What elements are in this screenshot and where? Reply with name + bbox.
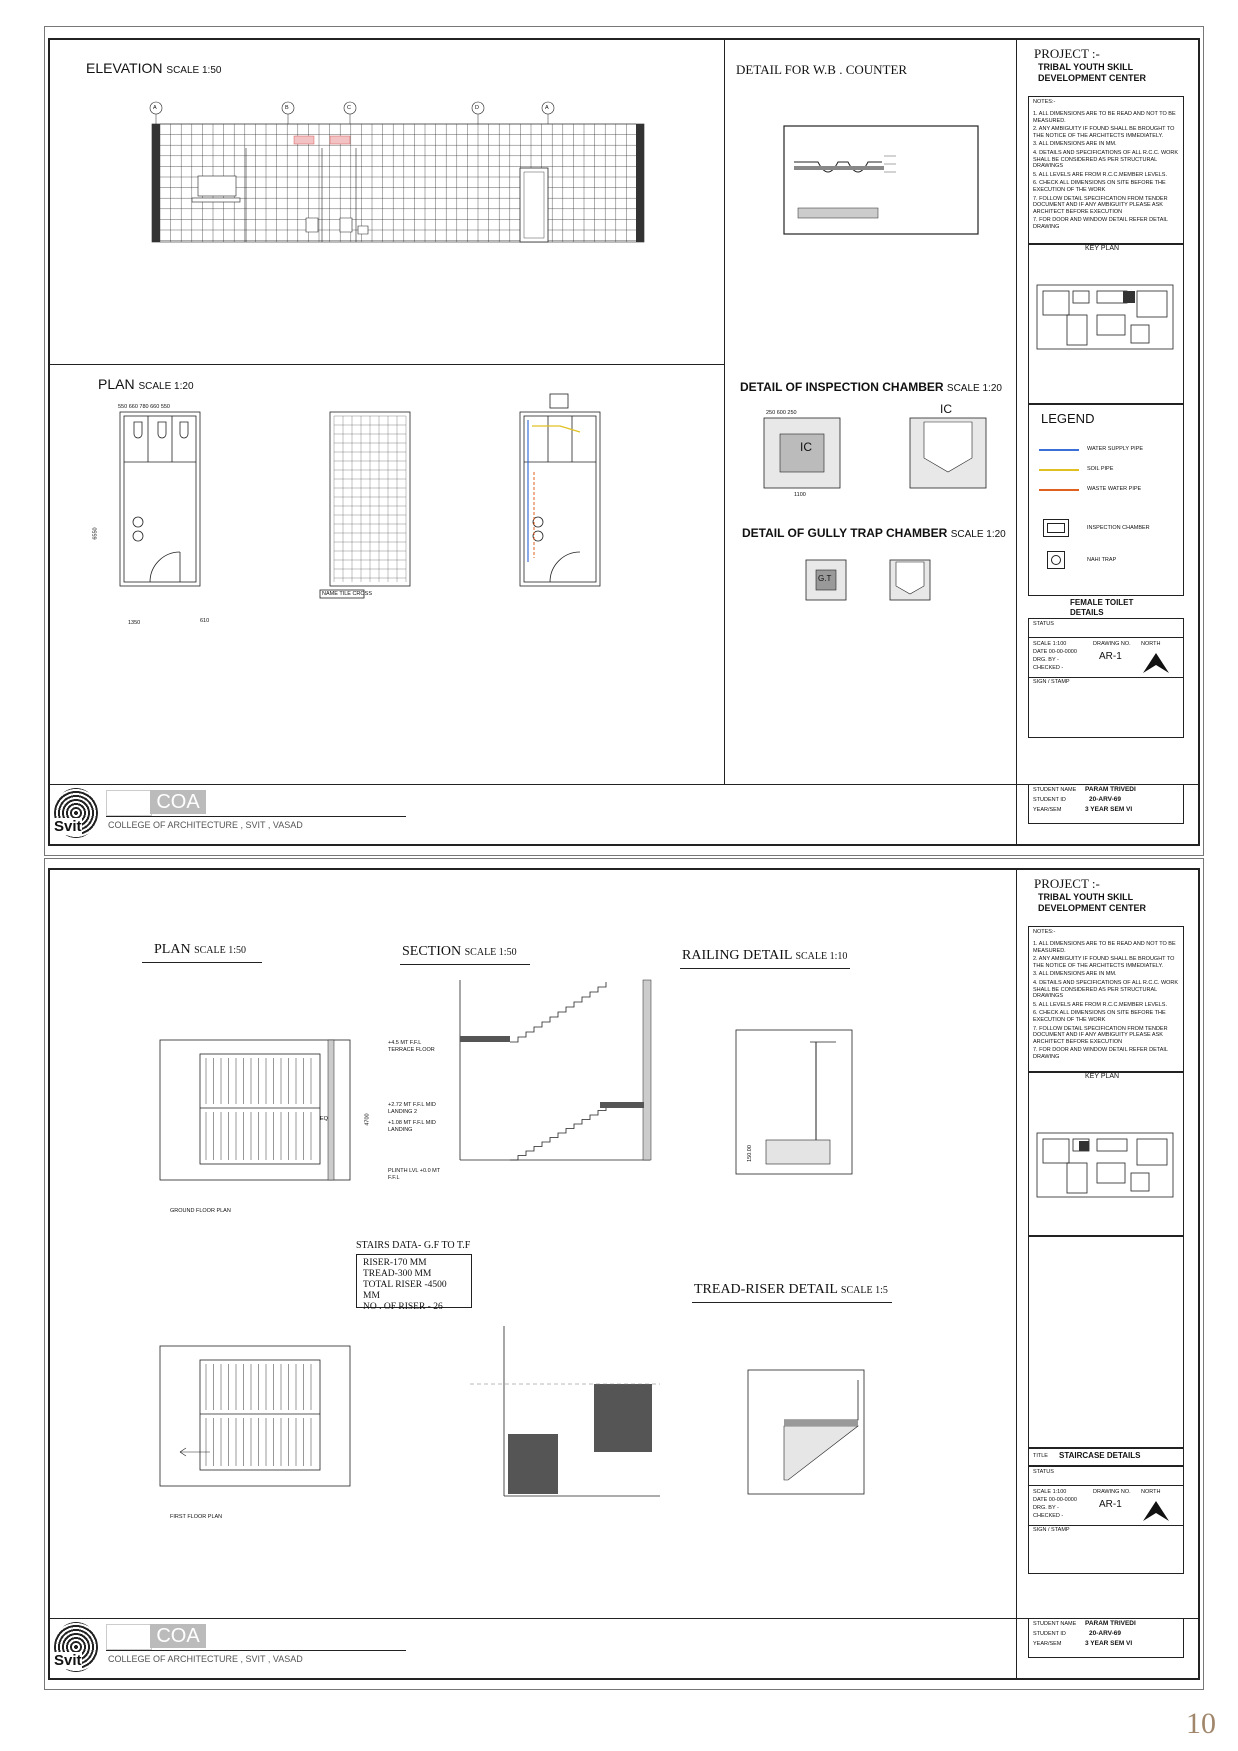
student-name-label: STUDENT NAME	[1033, 1621, 1077, 1627]
stairs-data-box	[356, 1254, 472, 1312]
student-id: 20-ARV-69	[1089, 1630, 1122, 1637]
stairs-data-line: NO . OF RISER - 26	[363, 1302, 443, 1312]
gt-label: G.T	[818, 574, 832, 583]
legend-title: LEGEND	[1041, 411, 1095, 426]
sheet-title-1: FEMALE TOILET	[1070, 598, 1134, 607]
year: 3 YEAR SEM VI	[1085, 806, 1133, 813]
year: 3 YEAR SEM VI	[1085, 1640, 1133, 1647]
page-number: 10	[1186, 1707, 1216, 1740]
key-plan-label: KEY PLAN	[1085, 1073, 1120, 1080]
checked-label: CHECKED -	[1033, 1513, 1064, 1519]
note: 7. FOR DOOR AND WINDOW DETAIL REFER DETAIL DRAWING	[1033, 1047, 1168, 1060]
gully-title-text: DETAIL OF GULLY TRAP CHAMBER	[742, 526, 948, 540]
divider	[1029, 637, 1183, 638]
notes-box	[1028, 926, 1184, 1072]
level-label: +4.5 MT F.F.L TERRACE FLOOR	[388, 1040, 435, 1053]
gully-scale: SCALE 1:20	[950, 529, 1006, 540]
ic-label: IC	[940, 402, 952, 416]
drg-by-label: DRG. BY -	[1033, 657, 1059, 663]
notes-list	[1033, 111, 1179, 233]
inspection-drawing	[764, 418, 994, 498]
stair-plan-scale: SCALE 1:50	[194, 945, 247, 956]
eq-label: EQ	[320, 1116, 328, 1122]
stairs-data-line: TREAD-300 MM	[363, 1269, 432, 1279]
gully-drawing	[806, 560, 936, 610]
north-label: NORTH	[1141, 641, 1161, 647]
stairs-data-line: RISER-170 MM	[363, 1258, 427, 1268]
key-plan-drawing	[1037, 1133, 1177, 1203]
drawing-no: AR-1	[1099, 651, 1122, 662]
divider	[1016, 870, 1017, 1680]
note: 4. DETAILS AND SPECIFICATIONS OF ALL R.C.C. WORK SHALL BE CONSIDERED AS PER STRUCTURAL DRAWINGS	[1033, 149, 1179, 170]
elevation-title-text: ELEVATION	[86, 60, 163, 76]
section-title	[402, 944, 517, 960]
project-name-1: TRIBAL YOUTH SKILL	[1038, 62, 1134, 72]
elevation-title	[86, 60, 221, 76]
divider	[106, 816, 406, 817]
sheet-1	[48, 38, 1200, 846]
plan-dim-side: 6550	[92, 527, 99, 540]
level-label: PLINTH LVL +0.0 MT F.F.L	[388, 1168, 441, 1181]
student-name: PARAM TRIVEDI	[1085, 1620, 1136, 1627]
plan-dim-top: 550 660 780 660 550	[118, 404, 170, 410]
underline	[400, 964, 530, 965]
title-label: TITLE	[1033, 1453, 1048, 1459]
note: 3. ALL DIMENSIONS ARE IN MM.	[1033, 141, 1117, 148]
blank-box	[1028, 1236, 1184, 1448]
sign-label: SIGN / STAMP	[1033, 1527, 1070, 1533]
project-label: PROJECT :-	[1034, 876, 1100, 891]
title-box	[1028, 1448, 1184, 1466]
legend-gt-icon	[1047, 551, 1065, 569]
drawing-no-label: DRAWING NO.	[1093, 641, 1131, 647]
gully-title	[742, 526, 1006, 540]
note: 4. DETAILS AND SPECIFICATIONS OF ALL R.C.C. WORK SHALL BE CONSIDERED AS PER STRUCTURAL DRAWINGS	[1033, 979, 1179, 1000]
tread-title	[694, 1282, 888, 1298]
status-label: STATUS	[1033, 1469, 1054, 1475]
divider	[724, 40, 725, 784]
grid-label: B	[285, 105, 289, 111]
student-name-label: STUDENT NAME	[1033, 787, 1077, 793]
drawing-no-label: DRAWING NO.	[1093, 1489, 1131, 1495]
key-plan-label: KEY PLAN	[1085, 245, 1120, 252]
first-floor-plan-drawing	[160, 1346, 360, 1506]
student-box	[1028, 784, 1184, 824]
grid-label: C	[347, 105, 351, 111]
grid-label: D	[475, 105, 479, 111]
tread-title-text: TREAD-RISER DETAIL	[694, 1282, 838, 1297]
drg-by-label: DRG. BY -	[1033, 1505, 1059, 1511]
grid-label: A	[545, 105, 549, 111]
ground-floor-plan-drawing	[160, 1040, 360, 1200]
checked-label: CHECKED -	[1033, 665, 1064, 671]
project-label: PROJECT :-	[1034, 46, 1100, 61]
student-id: 20-ARV-69	[1089, 796, 1122, 803]
divider	[1029, 677, 1183, 678]
stair-plan-title-text: PLAN	[154, 942, 191, 957]
divider	[106, 1650, 406, 1651]
student-id-label: STUDENT ID	[1033, 797, 1066, 803]
note: 5. ALL LEVELS ARE FROM R.C.C.MEMBER LEVELS.	[1033, 1001, 1167, 1008]
note: 2. ANY AMBIGUITY IF FOUND SHALL BE BROUGHT TO THE NOTICE OF THE ARCHITECTS IMMEDIATELY.	[1033, 126, 1175, 139]
railing-drawing	[736, 1030, 856, 1180]
note: 7. FOLLOW DETAIL SPECIFICATION FROM TENDER DOCUMENT AND IF ANY AMBIGUITY PLEASE ASK ARCHITECT BEFORE EXECUTION	[1033, 195, 1168, 215]
inspection-title-text: DETAIL OF INSPECTION CHAMBER	[740, 380, 944, 394]
plan-title	[98, 376, 194, 392]
student-box	[1028, 1618, 1184, 1658]
year-label: YEAR/SEM	[1033, 1641, 1062, 1647]
note: 7. FOLLOW DETAIL SPECIFICATION FROM TENDER DOCUMENT AND IF ANY AMBIGUITY PLEASE ASK ARCHITECT BEFORE EXECUTION	[1033, 1025, 1168, 1045]
railing-scale: SCALE 1:10	[795, 951, 848, 962]
section-title-text: SECTION	[402, 944, 462, 959]
tread-scale: SCALE 1:5	[840, 1285, 888, 1296]
note: 6. CHECK ALL DIMENSIONS ON SITE BEFORE THE EXECUTION OF THE WORK	[1033, 1010, 1166, 1023]
ground-floor-label: GROUND FLOOR PLAN	[170, 1208, 231, 1214]
note: 5. ALL LEVELS ARE FROM R.C.C.MEMBER LEVELS.	[1033, 171, 1167, 178]
note: 1. ALL DIMENSIONS ARE TO BE READ AND NOT TO BE MEASURED.	[1033, 111, 1176, 124]
key-plan-box	[1028, 1072, 1184, 1236]
north-label: NORTH	[1141, 1489, 1161, 1495]
status-label: STATUS	[1033, 621, 1054, 627]
inspection-dim-top: 250 600 250	[766, 410, 797, 416]
coa-logo: COA	[150, 1624, 206, 1648]
notes-box	[1028, 96, 1184, 244]
sheet-title-2: DETAILS	[1070, 608, 1104, 617]
stairs-data-line: TOTAL RISER -4500 MM	[363, 1280, 447, 1301]
section-2-drawing	[470, 1326, 670, 1506]
north-arrow-icon	[1141, 1499, 1171, 1523]
svit-logo-text: Svit	[54, 1652, 82, 1669]
divider	[1029, 1525, 1183, 1526]
student-name: PARAM TRIVEDI	[1085, 786, 1136, 793]
logo-box	[106, 790, 152, 816]
first-floor-label: FIRST FLOOR PLAN	[170, 1514, 223, 1520]
legend-label: WASTE WATER PIPE	[1087, 486, 1142, 492]
underline	[692, 1302, 892, 1303]
college-name: COLLEGE OF ARCHITECTURE , SVIT , VASAD	[108, 820, 303, 830]
date-label: DATE 00-00-0000	[1033, 649, 1077, 655]
grid-label: A	[153, 105, 157, 111]
inspection-dim-bottom: 1100	[794, 492, 806, 498]
north-arrow-icon	[1141, 651, 1171, 675]
underline	[142, 962, 262, 963]
underline	[680, 968, 850, 969]
scale-label: SCALE 1:100	[1033, 641, 1067, 647]
legend-swatch-water	[1039, 449, 1079, 451]
divider	[50, 364, 724, 365]
legend-swatch-waste	[1039, 489, 1079, 491]
sign-label: SIGN / STAMP	[1033, 679, 1070, 685]
legend-label: NAHI TRAP	[1087, 557, 1117, 563]
divider	[1016, 40, 1017, 846]
stairs-data-title: STAIRS DATA- G.F TO T.F	[356, 1240, 471, 1251]
level-label: +1.08 MT F.F.L MID LANDING	[388, 1120, 436, 1133]
plan-dim: 4700	[364, 1113, 371, 1126]
college-name: COLLEGE OF ARCHITECTURE , SVIT , VASAD	[108, 1654, 303, 1664]
plan-dim-bottom-right: 610	[200, 618, 210, 624]
divider	[1029, 1485, 1183, 1486]
inspection-title	[740, 380, 1002, 394]
legend-box	[1028, 404, 1184, 596]
section-scale: SCALE 1:50	[464, 947, 517, 958]
scale-label: SCALE 1:100	[1033, 1489, 1067, 1495]
note: 3. ALL DIMENSIONS ARE IN MM.	[1033, 971, 1117, 978]
svit-logo-text: Svit	[54, 818, 82, 835]
legend-ic-icon	[1043, 519, 1069, 537]
elevation-scale: SCALE 1:50	[166, 65, 222, 76]
plan-drawings	[110, 412, 630, 612]
logo-box	[106, 1624, 152, 1650]
coa-logo: COA	[150, 790, 206, 814]
section-drawing	[440, 980, 670, 1170]
plan-scale: SCALE 1:20	[138, 381, 194, 392]
project-name-2: DEVELOPMENT CENTER	[1038, 73, 1147, 83]
year-label: YEAR/SEM	[1033, 807, 1062, 813]
info-box	[1028, 618, 1184, 738]
railing-title	[682, 948, 847, 964]
tread-riser-drawing	[748, 1370, 868, 1500]
notes-list	[1033, 941, 1179, 1063]
legend-label: WATER SUPPLY PIPE	[1087, 446, 1144, 452]
student-id-label: STUDENT ID	[1033, 1631, 1066, 1637]
railing-dim: 150.00	[746, 1145, 753, 1162]
ic-label: IC	[800, 440, 812, 454]
date-label: DATE 00-00-0000	[1033, 1497, 1077, 1503]
info-box	[1028, 1466, 1184, 1574]
note: 2. ANY AMBIGUITY IF FOUND SHALL BE BROUGHT TO THE NOTICE OF THE ARCHITECTS IMMEDIATELY.	[1033, 956, 1175, 969]
key-plan-drawing	[1037, 285, 1177, 355]
wb-counter-drawing	[784, 126, 980, 236]
legend-label: INSPECTION CHAMBER	[1087, 525, 1150, 531]
legend-swatch-soil	[1039, 469, 1079, 471]
sheet-title: STAIRCASE DETAILS	[1059, 1451, 1141, 1460]
tile-label: NAME TILE CROSS	[322, 591, 373, 597]
note: 6. CHECK ALL DIMENSIONS ON SITE BEFORE THE EXECUTION OF THE WORK	[1033, 180, 1166, 193]
plan-title-text: PLAN	[98, 376, 135, 392]
notes-label: NOTES:-	[1033, 99, 1056, 105]
railing-title-text: RAILING DETAIL	[682, 948, 792, 963]
drawing-no: AR-1	[1099, 1499, 1122, 1510]
sheet-2	[48, 868, 1200, 1680]
note: 7. FOR DOOR AND WINDOW DETAIL REFER DETAIL DRAWING	[1033, 217, 1168, 230]
plan-dim-bottom-left: 1350	[128, 620, 141, 626]
notes-label: NOTES:-	[1033, 929, 1056, 935]
inspection-scale: SCALE 1:20	[946, 383, 1002, 394]
elevation-drawing	[136, 108, 656, 328]
note: 1. ALL DIMENSIONS ARE TO BE READ AND NOT TO BE MEASURED.	[1033, 941, 1176, 954]
project-name-2: DEVELOPMENT CENTER	[1038, 903, 1147, 913]
legend-label: SOIL PIPE	[1087, 466, 1114, 472]
level-label: +2.72 MT F.F.L MID LANDING 2	[388, 1102, 436, 1115]
wb-counter-title: DETAIL FOR W.B . COUNTER	[736, 62, 908, 77]
stair-plan-title	[154, 942, 246, 958]
project-name-1: TRIBAL YOUTH SKILL	[1038, 892, 1134, 902]
key-plan-box	[1028, 244, 1184, 404]
